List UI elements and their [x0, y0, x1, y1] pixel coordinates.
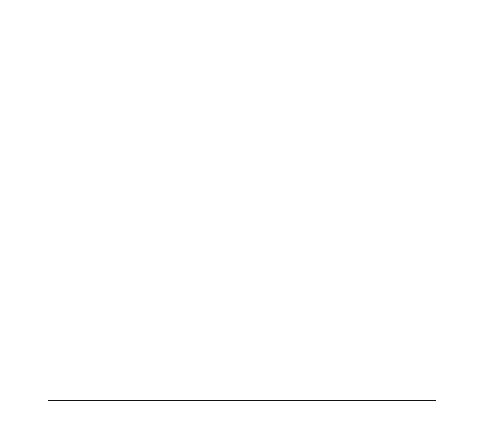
reference-line	[105, 238, 115, 252]
total-divider	[48, 400, 436, 401]
